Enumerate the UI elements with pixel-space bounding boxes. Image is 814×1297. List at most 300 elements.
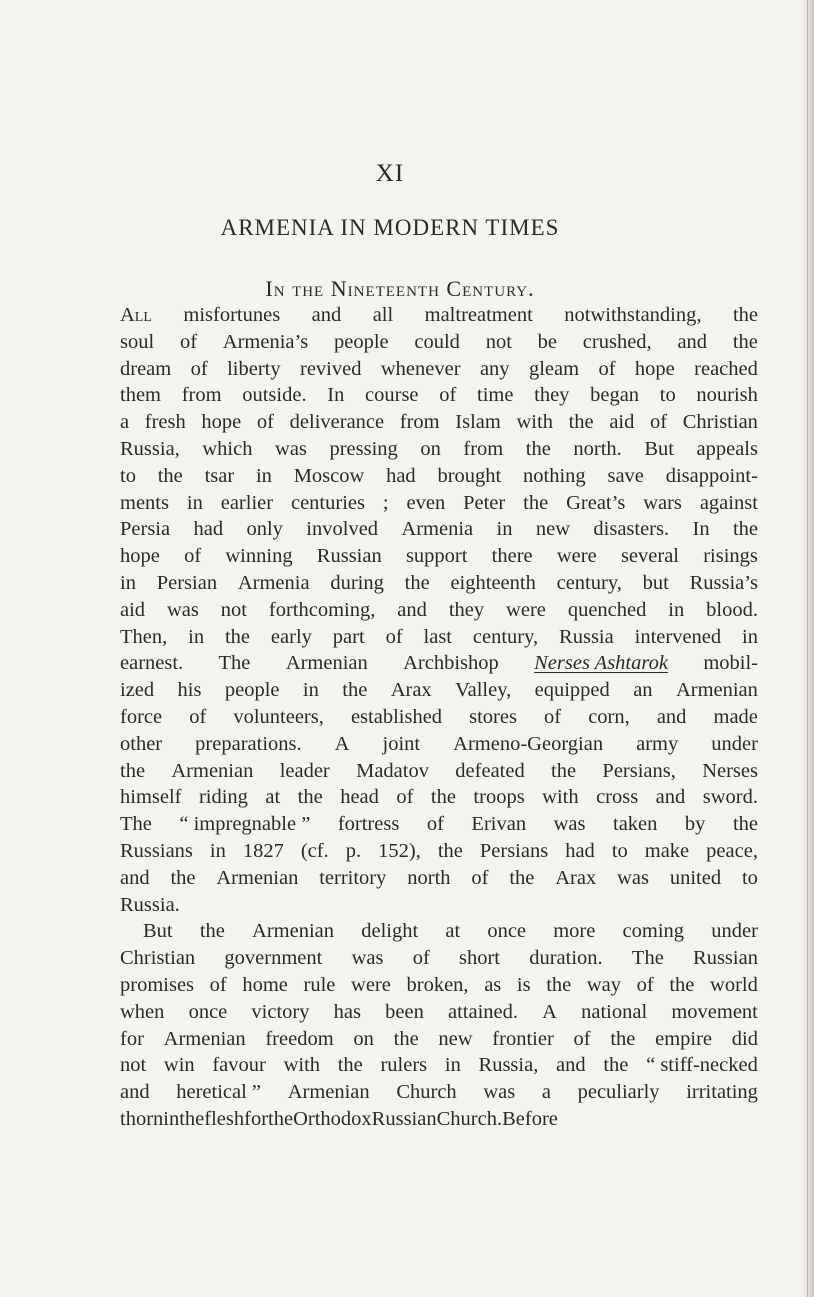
word: in — [186, 491, 203, 514]
word: of — [189, 705, 207, 728]
word: army — [636, 732, 679, 755]
word: Armenian — [675, 679, 758, 702]
word: new — [438, 1027, 473, 1050]
word: duration. — [529, 947, 603, 970]
word: of — [412, 947, 430, 970]
text-line — [120, 490, 758, 517]
text-line — [120, 784, 758, 811]
word: of — [598, 357, 616, 380]
word: the — [603, 1054, 629, 1077]
text-line — [120, 945, 758, 972]
text-line — [120, 570, 758, 597]
chapter-title: ARMENIA IN MODERN TIMES — [220, 215, 560, 240]
word: of — [385, 625, 403, 648]
word: of — [636, 973, 654, 996]
word: tsar — [204, 464, 235, 487]
word: people — [333, 330, 389, 353]
word: of — [184, 545, 202, 568]
word: was — [483, 1081, 516, 1104]
word: there — [491, 545, 533, 568]
word: the — [732, 518, 758, 541]
word: the — [669, 973, 695, 996]
word: and — [120, 1081, 150, 1104]
word: In — [327, 384, 345, 407]
text-line — [120, 436, 758, 463]
word: in — [742, 625, 758, 648]
word: joint — [382, 732, 421, 755]
word: of — [471, 866, 489, 889]
word: a — [120, 411, 130, 434]
word: the — [170, 866, 196, 889]
word: crushed, — [582, 330, 652, 353]
word: with — [542, 786, 579, 809]
text-line — [120, 1052, 758, 1079]
word: p. — [345, 839, 362, 862]
word: hope — [201, 411, 242, 434]
word: made — [713, 705, 758, 728]
word: preparations. — [195, 732, 302, 755]
word: in — [163, 1107, 180, 1130]
word: Russia, — [120, 437, 180, 460]
word: Russian — [316, 545, 382, 568]
word: Erivan — [471, 813, 527, 836]
word: equipped — [534, 679, 610, 702]
word: heretical ” — [176, 1081, 262, 1104]
word: fortress — [337, 813, 400, 836]
word: support — [405, 545, 468, 568]
word: at — [445, 920, 461, 943]
word: them — [120, 384, 161, 407]
text-line — [120, 999, 758, 1026]
word: whenever — [380, 357, 461, 380]
word: united — [669, 866, 722, 889]
word: Orthodox — [293, 1107, 372, 1130]
page-edge-line — [807, 0, 808, 1297]
word: Armenian — [285, 652, 368, 675]
word: Great’s — [566, 491, 626, 514]
text-line — [120, 409, 758, 436]
word: once — [487, 920, 527, 943]
word: from — [463, 437, 504, 460]
word: be — [537, 330, 558, 353]
word: But — [143, 920, 173, 943]
word: win — [163, 1054, 195, 1077]
text-line — [120, 624, 758, 651]
paragraph-1 — [120, 302, 758, 918]
word: broken, — [406, 973, 469, 996]
word: course — [365, 384, 419, 407]
word: early — [270, 625, 312, 648]
word: The — [120, 813, 152, 836]
word: had — [565, 839, 595, 862]
text-line — [120, 302, 758, 329]
word: winning — [225, 545, 293, 568]
word: risings — [703, 545, 758, 568]
word: taken — [613, 813, 658, 836]
text-line — [120, 731, 758, 758]
word: freedom — [265, 1027, 334, 1050]
word: Persia — [120, 518, 171, 541]
word: the — [430, 786, 456, 809]
word: victory — [251, 1000, 310, 1023]
word: Russians — [120, 839, 193, 862]
word: ments — [120, 491, 169, 514]
word: reached — [694, 357, 758, 380]
word: the — [546, 973, 572, 996]
word: national — [581, 1000, 648, 1023]
word: disappoint- — [665, 464, 758, 487]
word: even — [406, 491, 446, 514]
word: were — [351, 973, 391, 996]
word: Before — [502, 1107, 558, 1130]
word: gleam — [528, 357, 580, 380]
word: Arax — [390, 679, 432, 702]
word: Armenia — [401, 518, 474, 541]
text-line — [120, 1026, 758, 1053]
text-line — [120, 1106, 758, 1133]
word: the — [732, 304, 758, 326]
word: in — [209, 839, 226, 862]
word: coming — [622, 920, 685, 943]
text-line — [120, 865, 758, 892]
word: of — [209, 973, 227, 996]
word: of — [426, 813, 444, 836]
word: 1827 — [242, 839, 284, 862]
word: short — [459, 947, 500, 970]
word: of — [573, 1027, 591, 1050]
word: forthcoming, — [268, 598, 376, 621]
word: century, — [472, 625, 539, 648]
word: and — [656, 705, 687, 728]
word: the — [224, 625, 251, 648]
word: rulers — [380, 1054, 428, 1077]
word: dream — [120, 357, 172, 380]
word: peculiarly — [577, 1081, 660, 1104]
word: not — [120, 1054, 147, 1077]
word: an — [633, 679, 653, 702]
word: established — [350, 705, 443, 728]
word: the — [120, 759, 146, 782]
word: has — [333, 1000, 361, 1023]
word: of — [650, 411, 668, 434]
word: defeated — [455, 759, 525, 782]
word: appeals — [696, 437, 758, 460]
word: brought — [437, 464, 502, 487]
word: sword. — [702, 786, 758, 809]
word: himself — [120, 786, 182, 809]
word: of — [190, 357, 208, 380]
word: the — [268, 1107, 294, 1130]
word: soul — [120, 330, 155, 353]
word: against — [699, 491, 758, 514]
word: disasters. — [593, 518, 670, 541]
word: Russian — [371, 1107, 437, 1130]
word: for — [120, 1027, 144, 1050]
word: Armenian — [287, 1081, 370, 1104]
text-line — [120, 329, 758, 356]
word: cross — [596, 786, 639, 809]
word: flesh — [204, 1107, 245, 1130]
word: was — [275, 437, 307, 460]
word: and — [655, 786, 686, 809]
word: Russia, — [478, 1054, 539, 1077]
word: ; — [382, 491, 389, 514]
word: Moscow — [293, 464, 365, 487]
word: But — [644, 437, 674, 460]
word: Peter — [463, 491, 506, 514]
word: in — [120, 571, 136, 594]
word: nourish — [696, 384, 758, 407]
word: Armenia’s — [222, 330, 309, 353]
word: (cf. — [300, 839, 329, 862]
word: territory — [319, 866, 387, 889]
word: Nerses Ashtarok — [534, 652, 668, 675]
word: deliverance — [289, 411, 385, 434]
word: for — [244, 1107, 269, 1130]
word: frontier — [492, 1027, 554, 1050]
word: on — [420, 437, 441, 460]
word: in — [255, 464, 272, 487]
word: Persians — [479, 839, 549, 862]
word: force — [120, 705, 163, 728]
word: at — [265, 786, 281, 809]
word: fresh — [144, 411, 186, 434]
word: began — [590, 384, 640, 407]
text-line — [120, 892, 758, 919]
text-line — [120, 918, 758, 945]
word: aid — [609, 411, 635, 434]
word: the — [525, 437, 551, 460]
word: in — [302, 679, 319, 702]
word: wars — [643, 491, 682, 514]
word: were — [556, 545, 597, 568]
word: to — [741, 866, 758, 889]
word: in — [668, 598, 685, 621]
word: intervened — [634, 625, 722, 648]
word: attained. — [448, 1000, 519, 1023]
word: hope — [120, 545, 160, 568]
word: government — [224, 947, 323, 970]
word: and — [677, 330, 708, 353]
word: and — [311, 304, 342, 326]
text-line — [120, 972, 758, 999]
word: the — [732, 330, 758, 353]
word: north — [407, 866, 451, 889]
word: was — [617, 866, 649, 889]
word: Persians, — [602, 759, 676, 782]
text-line — [120, 1079, 758, 1106]
word: when — [120, 1000, 165, 1023]
word: part — [332, 625, 365, 648]
word: The — [631, 947, 664, 970]
word: during — [330, 571, 384, 594]
word: the — [393, 1027, 419, 1050]
word: the — [551, 759, 577, 782]
word: in — [496, 518, 513, 541]
word: A — [334, 732, 350, 755]
word: was — [166, 598, 199, 621]
word: time — [477, 384, 514, 407]
word: under — [711, 920, 758, 943]
word: was — [351, 947, 384, 970]
word: from — [181, 384, 222, 407]
text-line — [120, 811, 758, 838]
word: nothing — [523, 464, 586, 487]
word: to — [611, 839, 628, 862]
word: they — [534, 384, 570, 407]
word: liberty — [227, 357, 281, 380]
word: irritating — [686, 1081, 758, 1104]
word: save — [607, 464, 644, 487]
word: with — [516, 411, 553, 434]
word: Christian — [682, 411, 758, 434]
word: new — [535, 518, 571, 541]
word: had — [386, 464, 416, 487]
word: The — [218, 652, 251, 675]
word: north. — [573, 437, 622, 460]
word: Armenian — [252, 920, 335, 943]
word: make — [644, 839, 690, 862]
word: other — [120, 732, 163, 755]
word: with — [283, 1054, 321, 1077]
word: empire — [655, 1027, 713, 1050]
word: delight — [361, 920, 419, 943]
word: “ stiff-necked — [646, 1054, 758, 1077]
word: the — [732, 813, 758, 836]
word: the — [610, 1027, 636, 1050]
word: could — [414, 330, 460, 353]
word: volunteers, — [233, 705, 324, 728]
word: the — [509, 866, 535, 889]
word: rule — [303, 973, 336, 996]
word: all — [372, 304, 394, 326]
text-line — [120, 677, 758, 704]
word: Nerses — [702, 759, 758, 782]
word: Christian — [120, 947, 196, 970]
word: the — [437, 839, 463, 862]
word: in — [444, 1054, 461, 1077]
word: of — [544, 705, 562, 728]
word: Church. — [436, 1107, 503, 1130]
word: not — [485, 330, 512, 353]
word: were — [506, 598, 546, 621]
text-line — [120, 650, 758, 677]
text-line — [120, 463, 758, 490]
word: In — [692, 518, 710, 541]
word: way — [586, 973, 622, 996]
word: Islam — [455, 411, 501, 434]
word: Persian — [156, 571, 218, 594]
word: maltreatment — [424, 304, 533, 326]
word: world — [710, 973, 758, 996]
word: Armenian — [163, 1027, 246, 1050]
word: the — [342, 679, 368, 702]
text-line — [120, 704, 758, 731]
word: and — [556, 1054, 586, 1077]
word: of — [256, 411, 274, 434]
word: Russia — [559, 625, 614, 648]
text-line — [120, 597, 758, 624]
word: Armenian — [171, 759, 254, 782]
text-line — [120, 758, 758, 785]
word: leader — [279, 759, 330, 782]
word: peace, — [706, 839, 758, 862]
word: was — [553, 813, 586, 836]
word: Valley, — [455, 679, 512, 702]
word: only — [246, 518, 283, 541]
word: eighteenth — [450, 571, 536, 594]
word: promises — [120, 973, 195, 996]
word: aid — [120, 598, 146, 621]
word: of — [179, 330, 198, 353]
word: the — [404, 571, 430, 594]
word: Russia’s — [689, 571, 758, 594]
word: outside. — [242, 384, 307, 407]
text-line — [120, 516, 758, 543]
word: favour — [212, 1054, 266, 1077]
word: quenched — [567, 598, 647, 621]
word: they — [448, 598, 485, 621]
word: movement — [671, 1000, 758, 1023]
word: 152), — [378, 839, 421, 862]
section-title: In the Nineteenth Century. — [265, 276, 535, 301]
word: Arax — [555, 866, 597, 889]
chapter-number: XI — [375, 160, 405, 187]
paragraph-2 — [120, 918, 758, 1132]
word: All — [120, 304, 152, 326]
word: the — [523, 491, 549, 514]
text-line — [120, 543, 758, 570]
word: under — [711, 732, 758, 755]
word: more — [553, 920, 596, 943]
word: Madatov — [356, 759, 429, 782]
word: blood. — [706, 598, 758, 621]
word: any — [479, 357, 510, 380]
word: last — [423, 625, 452, 648]
text-line — [120, 838, 758, 865]
text-line — [120, 382, 758, 409]
word: hope — [634, 357, 675, 380]
word: earlier — [220, 491, 274, 514]
word: on — [353, 1027, 374, 1050]
word: several — [620, 545, 679, 568]
word: pressing — [329, 437, 398, 460]
word: Church — [396, 1081, 457, 1104]
word: centuries — [290, 491, 365, 514]
word: and — [120, 866, 150, 889]
word: home — [242, 973, 288, 996]
word: the — [297, 786, 323, 809]
word: is — [516, 973, 531, 996]
word: did — [731, 1027, 758, 1050]
word: Russia. — [120, 893, 180, 916]
word: riding — [198, 786, 248, 809]
word: and — [397, 598, 427, 621]
word: thorn — [120, 1107, 164, 1130]
word: to — [659, 384, 676, 407]
word: head — [340, 786, 379, 809]
word: misfortunes — [183, 304, 281, 326]
word: Armenian — [216, 866, 299, 889]
word: had — [193, 518, 224, 541]
word: mobil- — [703, 652, 758, 675]
word: troops — [473, 786, 525, 809]
word: Armenia — [237, 571, 310, 594]
word: been — [385, 1000, 424, 1023]
word: of — [439, 384, 457, 407]
word: not — [220, 598, 247, 621]
word: Then, — [120, 625, 168, 648]
